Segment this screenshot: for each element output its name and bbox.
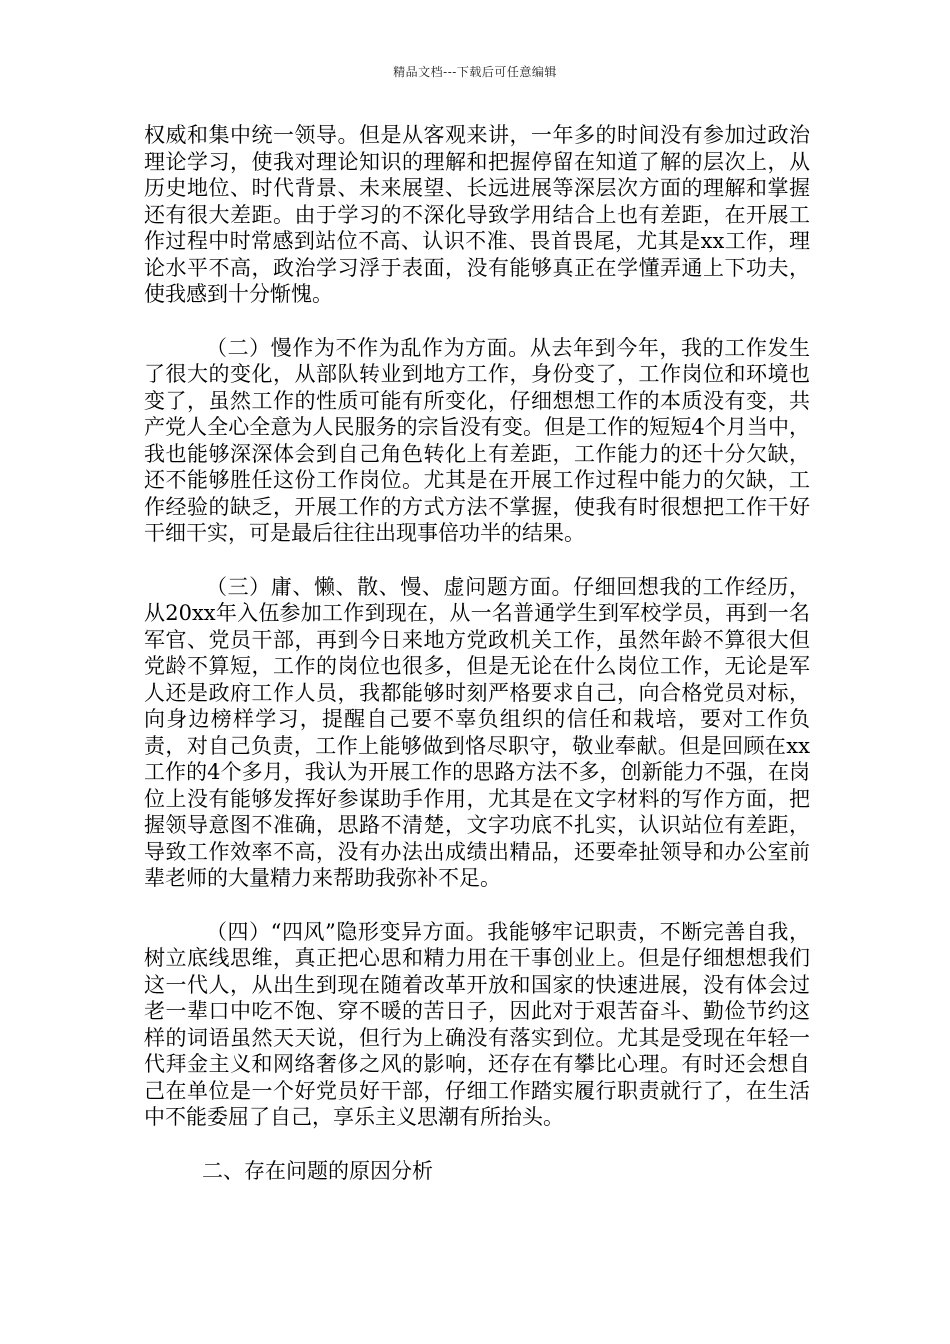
paragraph-section-3: （三）庸、懒、散、慢、虚问题方面。仔细回想我的工作经历，从20xx年入伍参加工作到现在，从一名普通学生到军校学员，再到一名军官、党员干部，再到今日来地方党政机关工作，虽然年龄不算很大但党龄不算短，工作的岗位也很多，但是无论在什么岗位工作，无论是军人还是政府工作人员，我都能够时刻严格要求自己，向合格党员对标，向身边榜样学习，提醒自己要不辜负组织的信任和栽培，要对工作负责，对自己负责，工作上能够做到恪尽职守，敬业奉献。但是回顾在xx工作的4个多月，我认为开展工作的思路方法不多，创新能力不强，在岗位上没有能够发挥好参谋助手作用，尤其是在文字材料的写作方面，把握领导意图不准确，思路不清楚，文字功底不扎实，认识站位有差距，导致工作效率不高，没有办法出成绩出精品，还要牵扯领导和办公室前辈老师的大量精力来帮助我弥补不足。 xyxy=(144,574,810,890)
paragraph-spacer xyxy=(144,547,810,574)
paragraph-spacer xyxy=(144,1131,810,1158)
page-header: 精品文档---下载后可任意编辑 xyxy=(393,65,557,79)
document-body xyxy=(144,122,810,1184)
paragraph-spacer xyxy=(144,892,810,919)
paragraph-section-2: （二）慢作为不作为乱作为方面。从去年到今年，我的工作发生了很大的变化，从部队转业到地方工作，身份变了，工作岗位和环境也变了，虽然工作的性质可能有所变化，仔细想想工作的本质没有变，共产党人全心全意为人民服务的宗旨没有变。但是工作的短短4个月当中，我也能够深深体会到自己角色转化上有差距，工作能力的还十分欠缺，还不能够胜任这份工作岗位。尤其是在开展工作过程中能力的欠缺，工作经验的缺乏，开展工作的方式方法不掌握，使我有时很想把工作干好干细干实，可是最后往往出现事倍功半的结果。 xyxy=(144,335,810,545)
paragraph-section-4: （四）“四风”隐形变异方面。我能够牢记职责，不断完善自我，树立底线思维，真正把心思和精力用在干事创业上。但是仔细想想我们这一代人，从出生到现在随着改革开放和国家的快速进展，没有体会过老一辈口中吃不饱、穿不暖的苦日子，因此对于艰苦奋斗、勤俭节约这样的词语虽然天天说，但行为上确没有落实到位。尤其是受现在年轻一代拜金主义和网络奢侈之风的影响，还存在有攀比心理。有时还会想自己在单位是一个好党员好干部，仔细工作踏实履行职责就行了，在生活中不能委屈了自己，享乐主义思潮有所抬头。 xyxy=(144,919,810,1129)
paragraph-spacer xyxy=(144,308,810,335)
section-heading: 二、存在问题的原因分析 xyxy=(202,1158,433,1183)
paragraph-continuation: 权威和集中统一领导。但是从客观来讲，一年多的时间没有参加过政治理论学习，使我对理论知识的理解和把握停留在知道了解的层次上，从历史地位、时代背景、未来展望、长远进展等深层次方面的理解和掌握还有很大差距。由于学习的不深化导致学用结合上也有差距，在开展工作过程中时常感到站位不高、认识不准、畏首畏尾，尤其是xx工作，理论水平不高，政治学习浮于表面，没有能够真正在学懂弄通上下功夫，使我感到十分惭愧。 xyxy=(144,123,810,306)
